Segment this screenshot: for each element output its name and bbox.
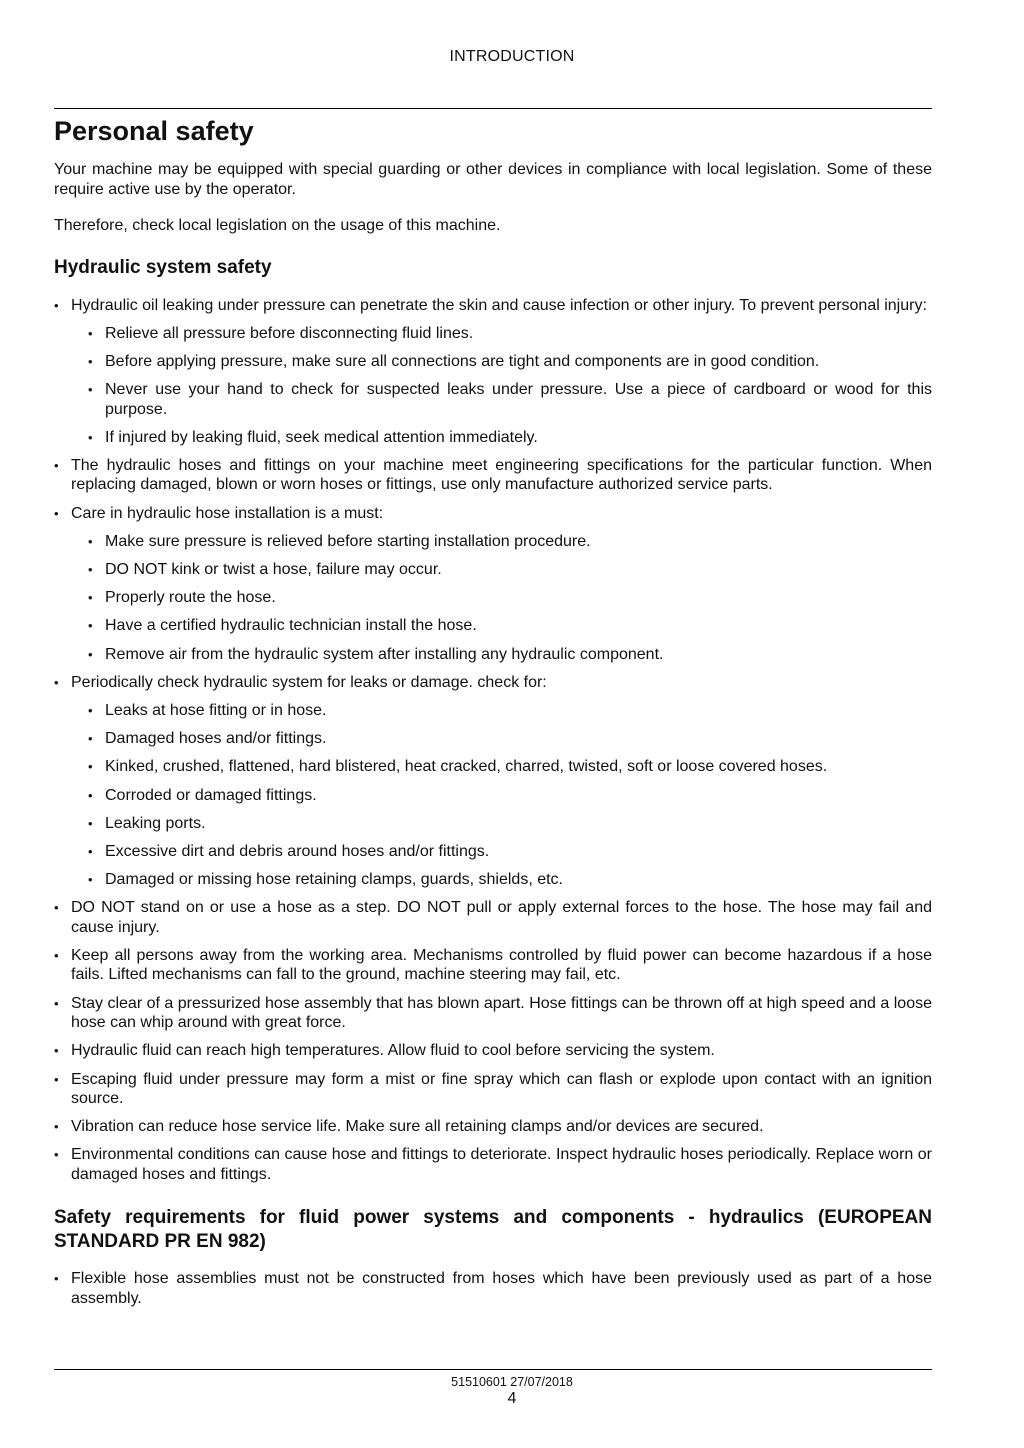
sub-list-item: • Before applying pressure, make sure all connections are tight and components are in good condition. (88, 352, 932, 372)
sub-list (71, 532, 932, 664)
list-item-text: Environmental conditions can cause hose and fittings to deteriorate. Inspect hydraulic hoses periodically. Replace worn or damaged hoses and fittings. (71, 1146, 932, 1183)
content (54, 114, 932, 1317)
list-item (54, 1070, 932, 1109)
list-item (54, 1041, 932, 1061)
sub-list-item: • Damaged or missing hose retaining clamps, guards, shields, etc. (88, 870, 932, 890)
sub-list-item: • Excessive dirt and debris around hoses and/or fittings. (88, 842, 932, 862)
list-item (54, 1269, 932, 1308)
page-number: 4 (507, 1390, 517, 1407)
list-item-text: Flexible hose assemblies must not be constructed from hoses which have been previously used as part of a hose assembly. (71, 1270, 932, 1307)
sub-list-item: • DO NOT kink or twist a hose, failure may occur. (88, 560, 932, 580)
sub-list-item: • Make sure pressure is relieved before starting installation procedure. (88, 532, 932, 552)
european-list (54, 1269, 932, 1308)
european-standard-heading: Safety requirements for fluid power systems and components - hydraulics (EUROPEAN STANDARD PR EN 982) (54, 1207, 932, 1253)
list-item-text: Vibration can reduce hose service life. Make sure all retaining clamps and/or devices are secured. (71, 1118, 764, 1136)
list-item-text: DO NOT stand on or use a hose as a step. DO NOT pull or apply external forces to the hose. The hose may fail and cause injury. (71, 899, 932, 936)
sub-list-item: • Leaks at hose fitting or in hose. (88, 701, 932, 721)
list-item (54, 673, 932, 890)
list-item (54, 456, 932, 495)
sub-list (71, 324, 932, 448)
list-item (54, 1145, 932, 1184)
list-item-text: Hydraulic fluid can reach high temperatures. Allow fluid to cool before servicing the system. (71, 1042, 715, 1060)
sub-list-item: • Damaged hoses and/or fittings. (88, 729, 932, 749)
list-item (54, 504, 932, 664)
list-item-text: Escaping fluid under pressure may form a mist or fine spray which can flash or explode upon contact with an ignition source. (71, 1070, 932, 1107)
list-item (54, 898, 932, 937)
list-item (54, 1117, 932, 1137)
list-item (54, 946, 932, 985)
hydraulic-heading: Hydraulic system safety (54, 256, 272, 278)
sub-list-item: • Relieve all pressure before disconnecting fluid lines. (88, 324, 932, 344)
list-item (54, 296, 932, 448)
intro-paragraph-2: Therefore, check local legislation on the usage of this machine. (54, 217, 501, 234)
top-divider (54, 108, 932, 109)
list-item-text: Hydraulic oil leaking under pressure can penetrate the skin and cause infection or other injury. To prevent personal injury: (71, 296, 927, 314)
sub-list-item: • If injured by leaking fluid, seek medical attention immediately. (88, 428, 932, 448)
page-title: Personal safety (54, 116, 254, 146)
sub-list-item: • Leaking ports. (88, 814, 932, 834)
sub-list-item: • Properly route the hose. (88, 588, 932, 608)
sub-list-item: • Corroded or damaged fittings. (88, 786, 932, 806)
sub-list (71, 701, 932, 890)
sub-list-item: • Remove air from the hydraulic system after installing any hydraulic component. (88, 645, 932, 665)
intro-paragraph-1: Your machine may be equipped with special guarding or other devices in compliance with local legislation. Some of these require active use by the operator. (54, 161, 932, 198)
page-header: INTRODUCTION (449, 48, 575, 65)
sub-list-item: • Have a certified hydraulic technician install the hose. (88, 616, 932, 636)
document-id: 51510601 27/07/2018 (451, 1375, 573, 1389)
list-item-text: Care in hydraulic hose installation is a must: (71, 504, 384, 522)
sub-list-item: • Never use your hand to check for suspected leaks under pressure. Use a piece of cardboard or wood for this purpose. (88, 380, 932, 419)
list-item-text: Stay clear of a pressurized hose assembly that has blown apart. Hose fittings can be thrown off at high speed and a loose hose can whip around with great force. (71, 994, 932, 1032)
list-item-text: The hydraulic hoses and fittings on your machine meet engineering specifications for the particular function. When replacing damaged, blown or worn hoses or fittings, use only manufacture authorized service parts. (71, 456, 932, 494)
list-item (54, 994, 932, 1033)
list-item-text: Keep all persons away from the working area. Mechanisms controlled by fluid power can become hazardous if a hose fails. Lifted mechanisms can fall to the ground, machine steering may fail, etc. (71, 946, 932, 984)
bottom-divider (54, 1369, 932, 1370)
list-item-text: Periodically check hydraulic system for leaks or damage. check for: (71, 673, 547, 691)
sub-list-item: • Kinked, crushed, flattened, hard blistered, heat cracked, charred, twisted, soft or loose covered hoses. (88, 757, 932, 777)
hydraulic-list (54, 296, 932, 1185)
